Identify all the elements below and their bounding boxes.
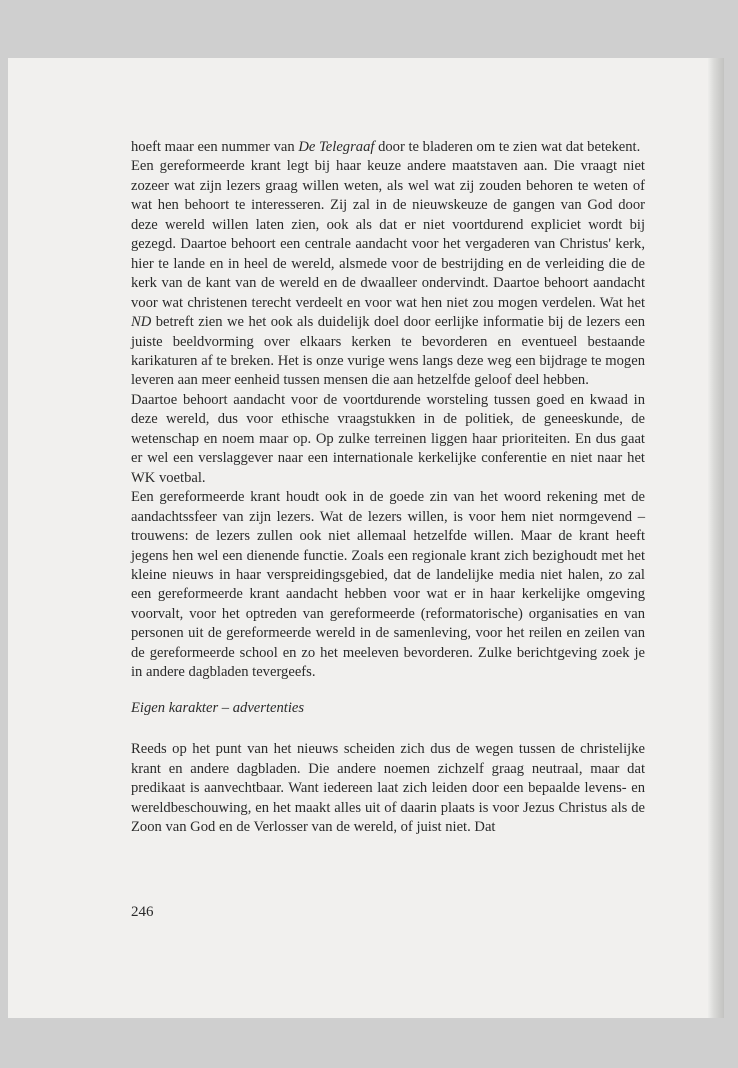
page-number: 246 bbox=[131, 904, 154, 920]
italic-title: ND bbox=[131, 314, 152, 331]
paragraph-1: hoeft maar een nummer van De Telegraaf door te bladeren om te zien wat dat betekent. bbox=[131, 139, 641, 155]
section-heading: Eigen karakter – advertenties bbox=[131, 699, 305, 716]
italic-title: De Telegraaf bbox=[298, 139, 375, 155]
book-page bbox=[8, 58, 724, 1018]
paragraph-5: Reeds op het punt van het nieuws scheiden zich dus de wegen tussen de christelijke krant en andere dagbladen. Die andere noemen zichzelf graag neutraal, maar dat predikaat is aanvechtbaar. Want iedereen laat zich leiden door een bepaalde levens- en wereldbeschouwing, en het maakt alles uit of daarin plaats is voor Jezus Christus als de Zoon van God en de Verlosser van de wereld, of juist niet. Dat bbox=[131, 741, 645, 835]
paragraph-3: Daartoe behoort aandacht voor de voortdurende worsteling tussen goed en kwaad in deze wereld, dus voor ethische vraagstukken in de politiek, de geneeskunde, de wetenschap en noem maar op. Op zulke terreinen liggen haar prioriteiten. En dus gaat er wel een verslaggever naar een internationale kerkelijke conferentie en niet naar het WK voetbal. bbox=[131, 391, 645, 486]
paragraph-4: Een gereformeerde krant houdt ook in de goede zin van het woord rekening met de aandachtssfeer van zijn lezers. Wat de lezers willen, is voor hem niet normgevend – trouwens: de lezers zullen ook niet allemaal hetzelfde willen. Maar de krant heeft jegens hen wel een dienende functie. Zoals een regionale krant zich bezighoudt met het kleine nieuws in haar verspreidingsgebied, dat de landelijke media niet halen, zo zal een gereformeerde krant aandacht hebben voor wat er in haar kerkelijke omgeving voorvalt, voor het optreden van gereformeerde (reformatorische) organisaties en van personen uit de gereformeerde wereld in de samenleving, voor het reilen en zeilen van de gereformeerde school en zo het meeleven bevorderen. Zulke berichtgeving zoek je in andere dagbladen tevergeefs. bbox=[131, 489, 645, 681]
paragraph-2: Een gereformeerde krant legt bij haar keuze andere maatstaven aan. Die vraagt niet zozeer wat zijn lezers graag willen weten, als wel wat zij zouden behoren te weten of wat hen behoort te interesseren. Zij zal in de nieuwskeuze de gangen van God door deze wereld willen laten zien, ook als dat er niet voortdurend expliciet wordt bij gezegd. Daartoe behoort een centrale aandacht voor het vergaderen van Christus' kerk, hier te lande en in heel de wereld, alsmede voor de bestrijding en de verleiding die de kerk van de kant van de wereld en de dwaalleer ondervindt. Daartoe behoort aandacht voor wat christenen terecht verdeelt en voor wat hen niet zou mogen verdelen. Wat het ND betreft zien we het ook als duidelijk doel door eerlijke informatie bij de lezers een juiste beeldvorming over elkaars kerken te bevorderen en eventueel bestaande karikaturen af te breken. Het is onze vurige wens langs deze weg een bijdrage te mogen leveren aan meer eenheid tussen mensen die aan hetzelfde geloof deel hebben. bbox=[131, 158, 645, 389]
page-edge-shadow bbox=[708, 58, 724, 1018]
body-text bbox=[131, 138, 645, 837]
